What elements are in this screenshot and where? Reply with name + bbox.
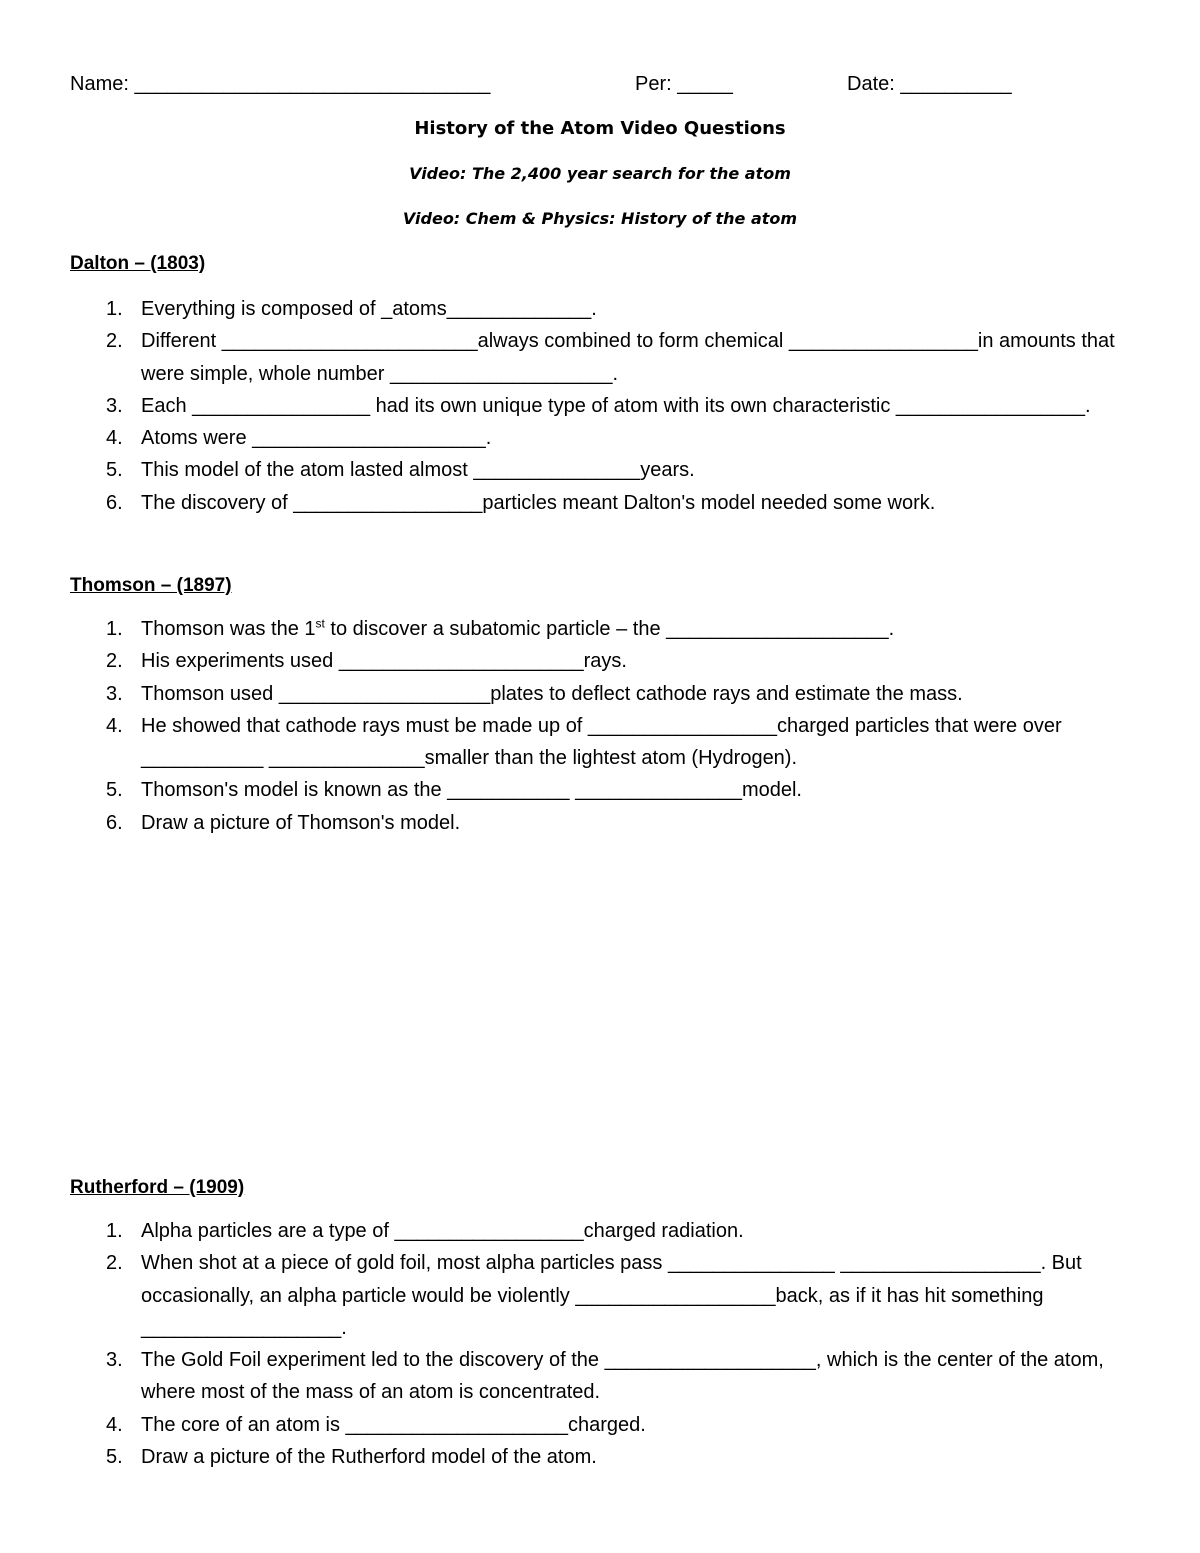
- thomson-question: [70, 774, 1130, 806]
- thomson-heading: Thomson – (1897): [70, 575, 232, 596]
- rutherford-question: [70, 1409, 1130, 1441]
- question-text: He showed that cathode rays must be made up of _________________charged particles that were over ___________ ______________smaller than the lightest atom (Hydrogen).: [141, 714, 1062, 770]
- question-text: His experiments used ______________________rays.: [141, 650, 627, 673]
- thomson-question: [70, 710, 1130, 775]
- question-text: Draw a picture of Thomson's model.: [141, 811, 461, 834]
- question-text: Each ________________ had its own unique type of atom with its own characteristic _________________.: [141, 394, 1091, 417]
- question-text: Atoms were _____________________.: [141, 427, 492, 450]
- student-info-row: [70, 70, 1130, 98]
- dalton-question: [70, 325, 1130, 390]
- question-number: 3.: [106, 394, 123, 417]
- dalton-question: [70, 390, 1130, 422]
- thomson-question: [70, 807, 1130, 839]
- question-number: 1.: [106, 618, 123, 640]
- question-number: 1.: [106, 1220, 123, 1242]
- worksheet-title: History of the Atom Video Questions: [414, 118, 786, 139]
- question-text: The Gold Foil experiment led to the discovery of the ___________________, which is the center of the atom, where most of the mass of an atom is concentrated.: [141, 1349, 1104, 1404]
- question-number: 3.: [106, 682, 123, 705]
- question-number: 6.: [106, 811, 123, 834]
- question-number: 4.: [106, 714, 123, 737]
- question-number: 2.: [106, 650, 123, 673]
- rutherford-question-list: [70, 1215, 1130, 1473]
- thomson-question: [70, 678, 1130, 710]
- question-number: 4.: [106, 1413, 123, 1436]
- dalton-question: [70, 487, 1130, 519]
- dalton-heading: Dalton – (1803): [70, 253, 206, 274]
- dalton-question: [70, 454, 1130, 486]
- question-text: Alpha particles are a type of _________________charged radiation.: [141, 1220, 744, 1242]
- question-number: 6.: [106, 491, 123, 514]
- date-field[interactable]: Date: __________: [847, 73, 1012, 95]
- name-field[interactable]: Name: ________________________________: [70, 73, 491, 95]
- rutherford-question: [70, 1215, 1130, 1247]
- question-text: This model of the atom lasted almost _______________years.: [141, 459, 695, 482]
- question-text: Draw a picture of the Rutherford model of the atom.: [141, 1446, 597, 1469]
- question-number: 1.: [106, 298, 123, 320]
- question-text: Thomson used ___________________plates to deflect cathode rays and estimate the mass.: [141, 682, 963, 705]
- rutherford-question: [70, 1441, 1130, 1473]
- dalton-question: [70, 422, 1130, 454]
- superscript-ordinal: st: [315, 616, 325, 631]
- question-number: 5.: [106, 779, 123, 802]
- question-text: Different _______________________always combined to form chemical _________________in amounts that were simple, whole number ____________________.: [141, 330, 1115, 385]
- question-text: When shot at a piece of gold foil, most alpha particles pass _______________ __________________. But occasionally, an alpha particle would be violently __________________back, as if it has hit something __________________.: [141, 1252, 1082, 1339]
- video-subtitle-1: Video: The 2,400 year search for the atom: [409, 164, 791, 183]
- rutherford-heading: Rutherford – (1909): [70, 1177, 245, 1198]
- question-text: Thomson was the 1st to discover a subatomic particle – the ____________________.: [141, 616, 895, 640]
- dalton-question-list: [70, 293, 1130, 519]
- thomson-question-list: [70, 613, 1130, 839]
- question-text: Thomson's model is known as the ___________ _______________model.: [141, 779, 802, 802]
- question-text: The core of an atom is ____________________charged.: [141, 1413, 646, 1436]
- question-text: The discovery of _________________particles meant Dalton's model needed some work.: [141, 491, 936, 514]
- rutherford-question: [70, 1344, 1130, 1409]
- thomson-question: [70, 645, 1130, 677]
- question-number: 5.: [106, 1446, 123, 1469]
- question-number: 2.: [106, 330, 123, 353]
- question-number: 5.: [106, 459, 123, 482]
- question-number: 4.: [106, 427, 123, 450]
- video-subtitle-2: Video: Chem & Physics: History of the atom: [402, 209, 798, 228]
- dalton-question: [70, 293, 1130, 325]
- period-field[interactable]: Per: _____: [635, 73, 733, 95]
- question-number: 3.: [106, 1349, 123, 1372]
- question-number: 2.: [106, 1252, 123, 1275]
- question-text: Everything is composed of _atoms_____________.: [141, 298, 597, 320]
- rutherford-question: [70, 1247, 1130, 1344]
- thomson-question: [70, 613, 1130, 645]
